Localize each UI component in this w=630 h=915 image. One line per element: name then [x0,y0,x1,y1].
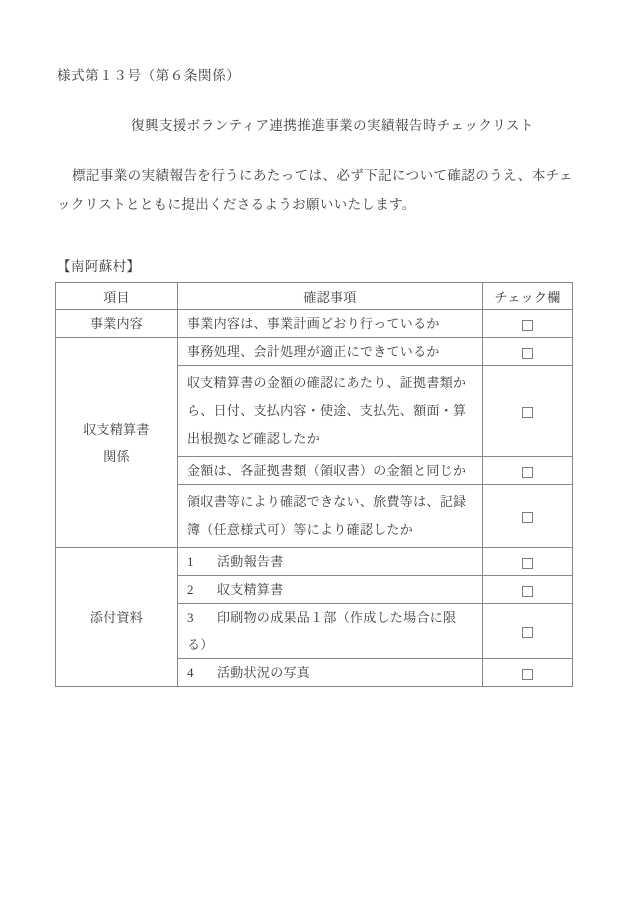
check-cell[interactable] [483,366,573,457]
attachment-label: 活動報告書 [217,554,284,569]
check-cell[interactable] [483,659,573,687]
category-label-line: 事業内容 [89,316,144,331]
checkbox-empty-icon[interactable] [522,348,533,359]
category-label-line: 関係 [103,448,130,464]
category-cell-settlement-statement [56,338,178,548]
checklist-table [55,282,573,687]
checkbox-empty-icon[interactable] [522,467,533,478]
checkbox-empty-icon[interactable] [522,586,533,597]
confirmation-cell: 収支精算書の金額の確認にあたり、証拠書類から、日付、支払内容・使途、支払先、額面・算出根拠など確認したか [178,366,483,457]
table-header-row [56,283,573,310]
category-cell-attachments [56,548,178,687]
table-row [56,310,573,338]
checkbox-empty-icon[interactable] [522,320,533,331]
column-header-confirmation: 確認事項 [178,283,483,310]
table-row [56,338,573,366]
check-cell[interactable] [483,604,573,659]
page-title: 復興支援ボランティア連携推進事業の実績報告時チェックリスト [131,118,534,133]
attachment-number: 1 [187,554,194,569]
attachment-label: 収支精算書 [217,582,284,597]
confirmation-cell: 事務処理、会計処理が適正にできているか [178,338,483,366]
checkbox-empty-icon[interactable] [522,669,533,680]
checkbox-empty-icon[interactable] [522,558,533,569]
confirmation-cell [178,604,483,659]
check-cell[interactable] [483,338,573,366]
attachment-number: 3 [187,610,194,625]
column-header-item: 項目 [56,283,178,310]
attachment-label: 印刷物の成果品１部（作成した場合に限る） [187,610,457,652]
column-header-check: チェック欄 [483,283,573,310]
attachment-number: 4 [187,665,194,680]
checkbox-empty-icon[interactable] [522,407,533,418]
attachment-label: 活動状況の写真 [217,665,311,680]
confirmation-cell: 金額は、各証拠書類（領収書）の金額と同じか [178,457,483,485]
check-cell[interactable] [483,548,573,576]
checkbox-empty-icon[interactable] [522,512,533,523]
checkbox-empty-icon[interactable] [522,627,533,638]
check-cell[interactable] [483,457,573,485]
confirmation-cell [178,659,483,687]
check-cell[interactable] [483,310,573,338]
table-row [56,548,573,576]
check-cell[interactable] [483,485,573,548]
lead-paragraph: 標記事業の実績報告を行うにあたっては、必ず下記について確認のうえ、本チェックリストとともに提出くださるようお願いいたします。 [57,168,573,212]
section-heading-municipality: 【南阿蘇村】 [57,259,141,274]
confirmation-cell [178,576,483,604]
attachment-number: 2 [187,582,194,597]
confirmation-cell: 領収書等により確認できない、旅費等は、記録簿（任意様式可）等により確認したか [178,485,483,548]
category-cell-business-content [56,310,178,338]
check-cell[interactable] [483,576,573,604]
category-label-line: 収支精算書 [83,421,150,437]
confirmation-cell: 事業内容は、事業計画どおり行っているか [178,310,483,338]
category-label-line: 添付資料 [89,609,144,625]
form-number: 様式第１３号（第６条関係） [57,68,241,83]
confirmation-cell [178,548,483,576]
